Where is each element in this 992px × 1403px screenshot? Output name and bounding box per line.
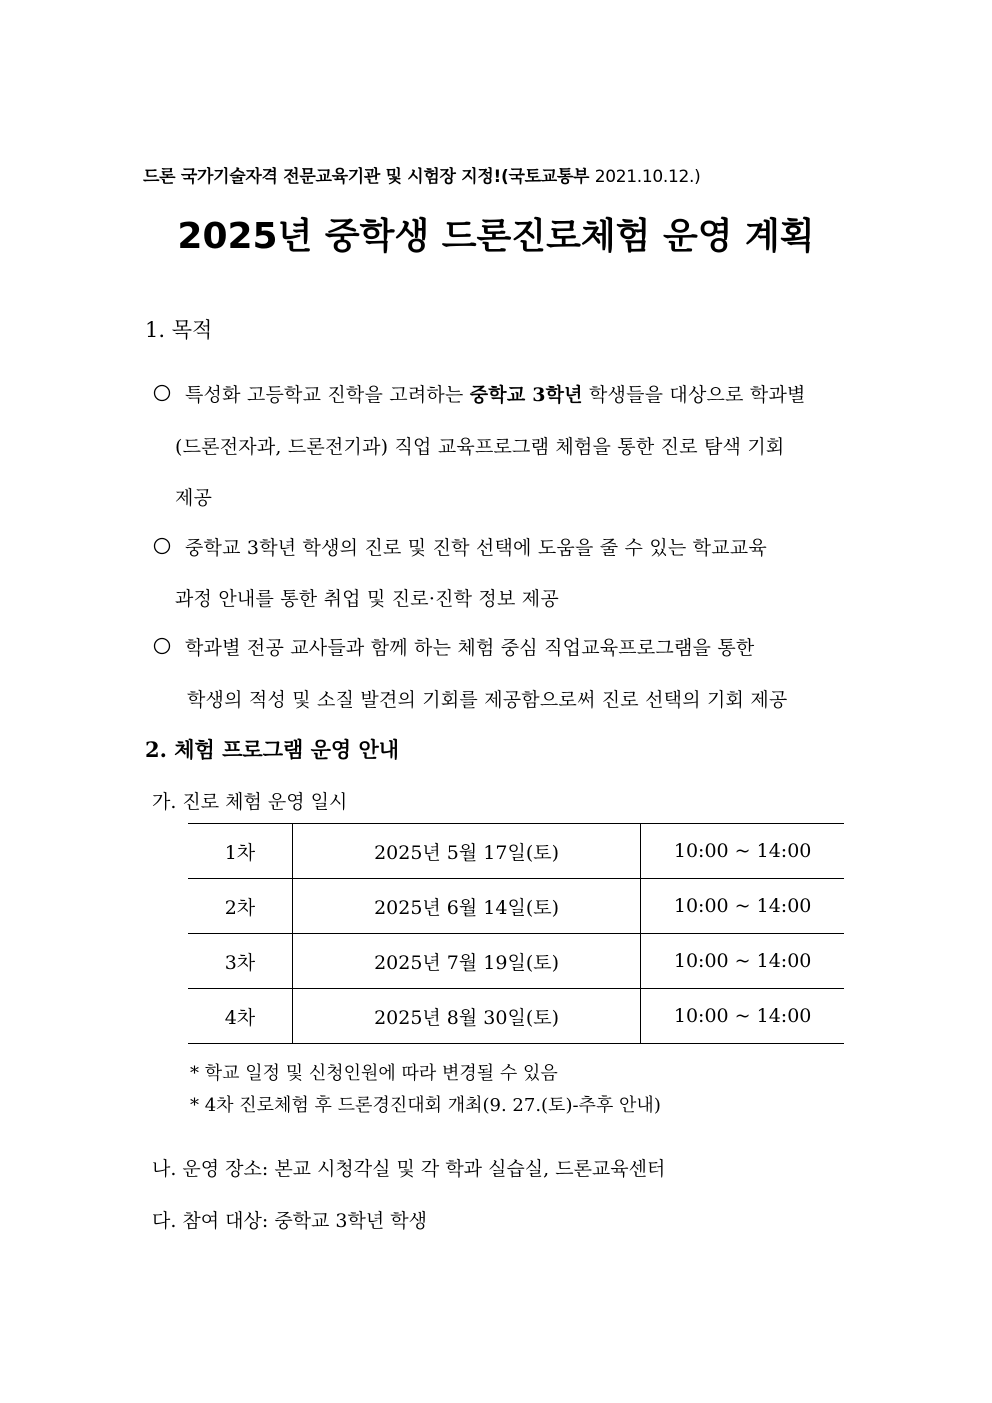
notice-text: 드론 국가기술자격 전문교육기관 및 시험장 지정!(국토교통부 bbox=[143, 167, 595, 187]
notice-line bbox=[143, 162, 700, 187]
schedule-note-2: * 4차 진로체험 후 드론경진대회 개최(9. 27.(토)-추후 안내) bbox=[190, 1095, 661, 1116]
bullet1-line3: 제공 bbox=[175, 487, 213, 509]
time-cell: 10:00 ~ 14:00 bbox=[641, 824, 844, 879]
table-row bbox=[188, 824, 844, 879]
bullet2-line2: 과정 안내를 통한 취업 및 진로·진학 정보 제공 bbox=[175, 588, 559, 610]
bullet3-line1: 학과별 전공 교사들과 함께 하는 체험 중심 직업교육프로그램을 통한 bbox=[185, 637, 755, 659]
circle-bullet-icon bbox=[152, 536, 172, 556]
notice-date: 2021.10.12.) bbox=[594, 167, 701, 187]
bullet2-line1: 중학교 3학년 학생의 진로 및 진학 선택에 도움을 줄 수 있는 학교교육 bbox=[185, 537, 767, 559]
bullet1-line2: (드론전자과, 드론전기과) 직업 교육프로그램 체험을 통한 진로 탐색 기회 bbox=[175, 436, 785, 458]
section1-heading: 1. 목적 bbox=[145, 318, 213, 342]
time-cell: 10:00 ~ 14:00 bbox=[641, 879, 844, 934]
schedule-table bbox=[188, 823, 844, 1044]
time-cell: 10:00 ~ 14:00 bbox=[641, 989, 844, 1044]
table-row bbox=[188, 879, 844, 934]
round-cell: 1차 bbox=[188, 824, 292, 879]
bullet3-line2: 학생의 적성 및 소질 발견의 기회를 제공함으로써 진로 선택의 기회 제공 bbox=[187, 689, 788, 711]
page-title: 2025년 중학생 드론진로체험 운영 계획 bbox=[177, 216, 815, 257]
table-row bbox=[188, 934, 844, 989]
sub-c-target: 다. 참여 대상: 중학교 3학년 학생 bbox=[152, 1210, 427, 1232]
schedule-note-1: * 학교 일정 및 신청인원에 따라 변경될 수 있음 bbox=[190, 1063, 558, 1084]
circle-bullet-icon bbox=[152, 383, 172, 403]
sub-a-heading: 가. 진로 체험 운영 일시 bbox=[152, 791, 348, 813]
bullet1-line1: 특성화 고등학교 진학을 고려하는 중학교 3학년 학생들을 대상으로 학과별 bbox=[185, 384, 806, 406]
date-cell: 2025년 5월 17일(토) bbox=[292, 824, 640, 879]
date-cell: 2025년 6월 14일(토) bbox=[292, 879, 640, 934]
date-cell: 2025년 8월 30일(토) bbox=[292, 989, 640, 1044]
circle-bullet-icon bbox=[152, 636, 172, 656]
round-cell: 2차 bbox=[188, 879, 292, 934]
sub-b-location: 나. 운영 장소: 본교 시청각실 및 각 학과 실습실, 드론교육센터 bbox=[152, 1158, 666, 1180]
round-cell: 4차 bbox=[188, 989, 292, 1044]
section2-heading: 2. 체험 프로그램 운영 안내 bbox=[145, 737, 400, 762]
date-cell: 2025년 7월 19일(토) bbox=[292, 934, 640, 989]
table-row bbox=[188, 989, 844, 1044]
time-cell: 10:00 ~ 14:00 bbox=[641, 934, 844, 989]
round-cell: 3차 bbox=[188, 934, 292, 989]
